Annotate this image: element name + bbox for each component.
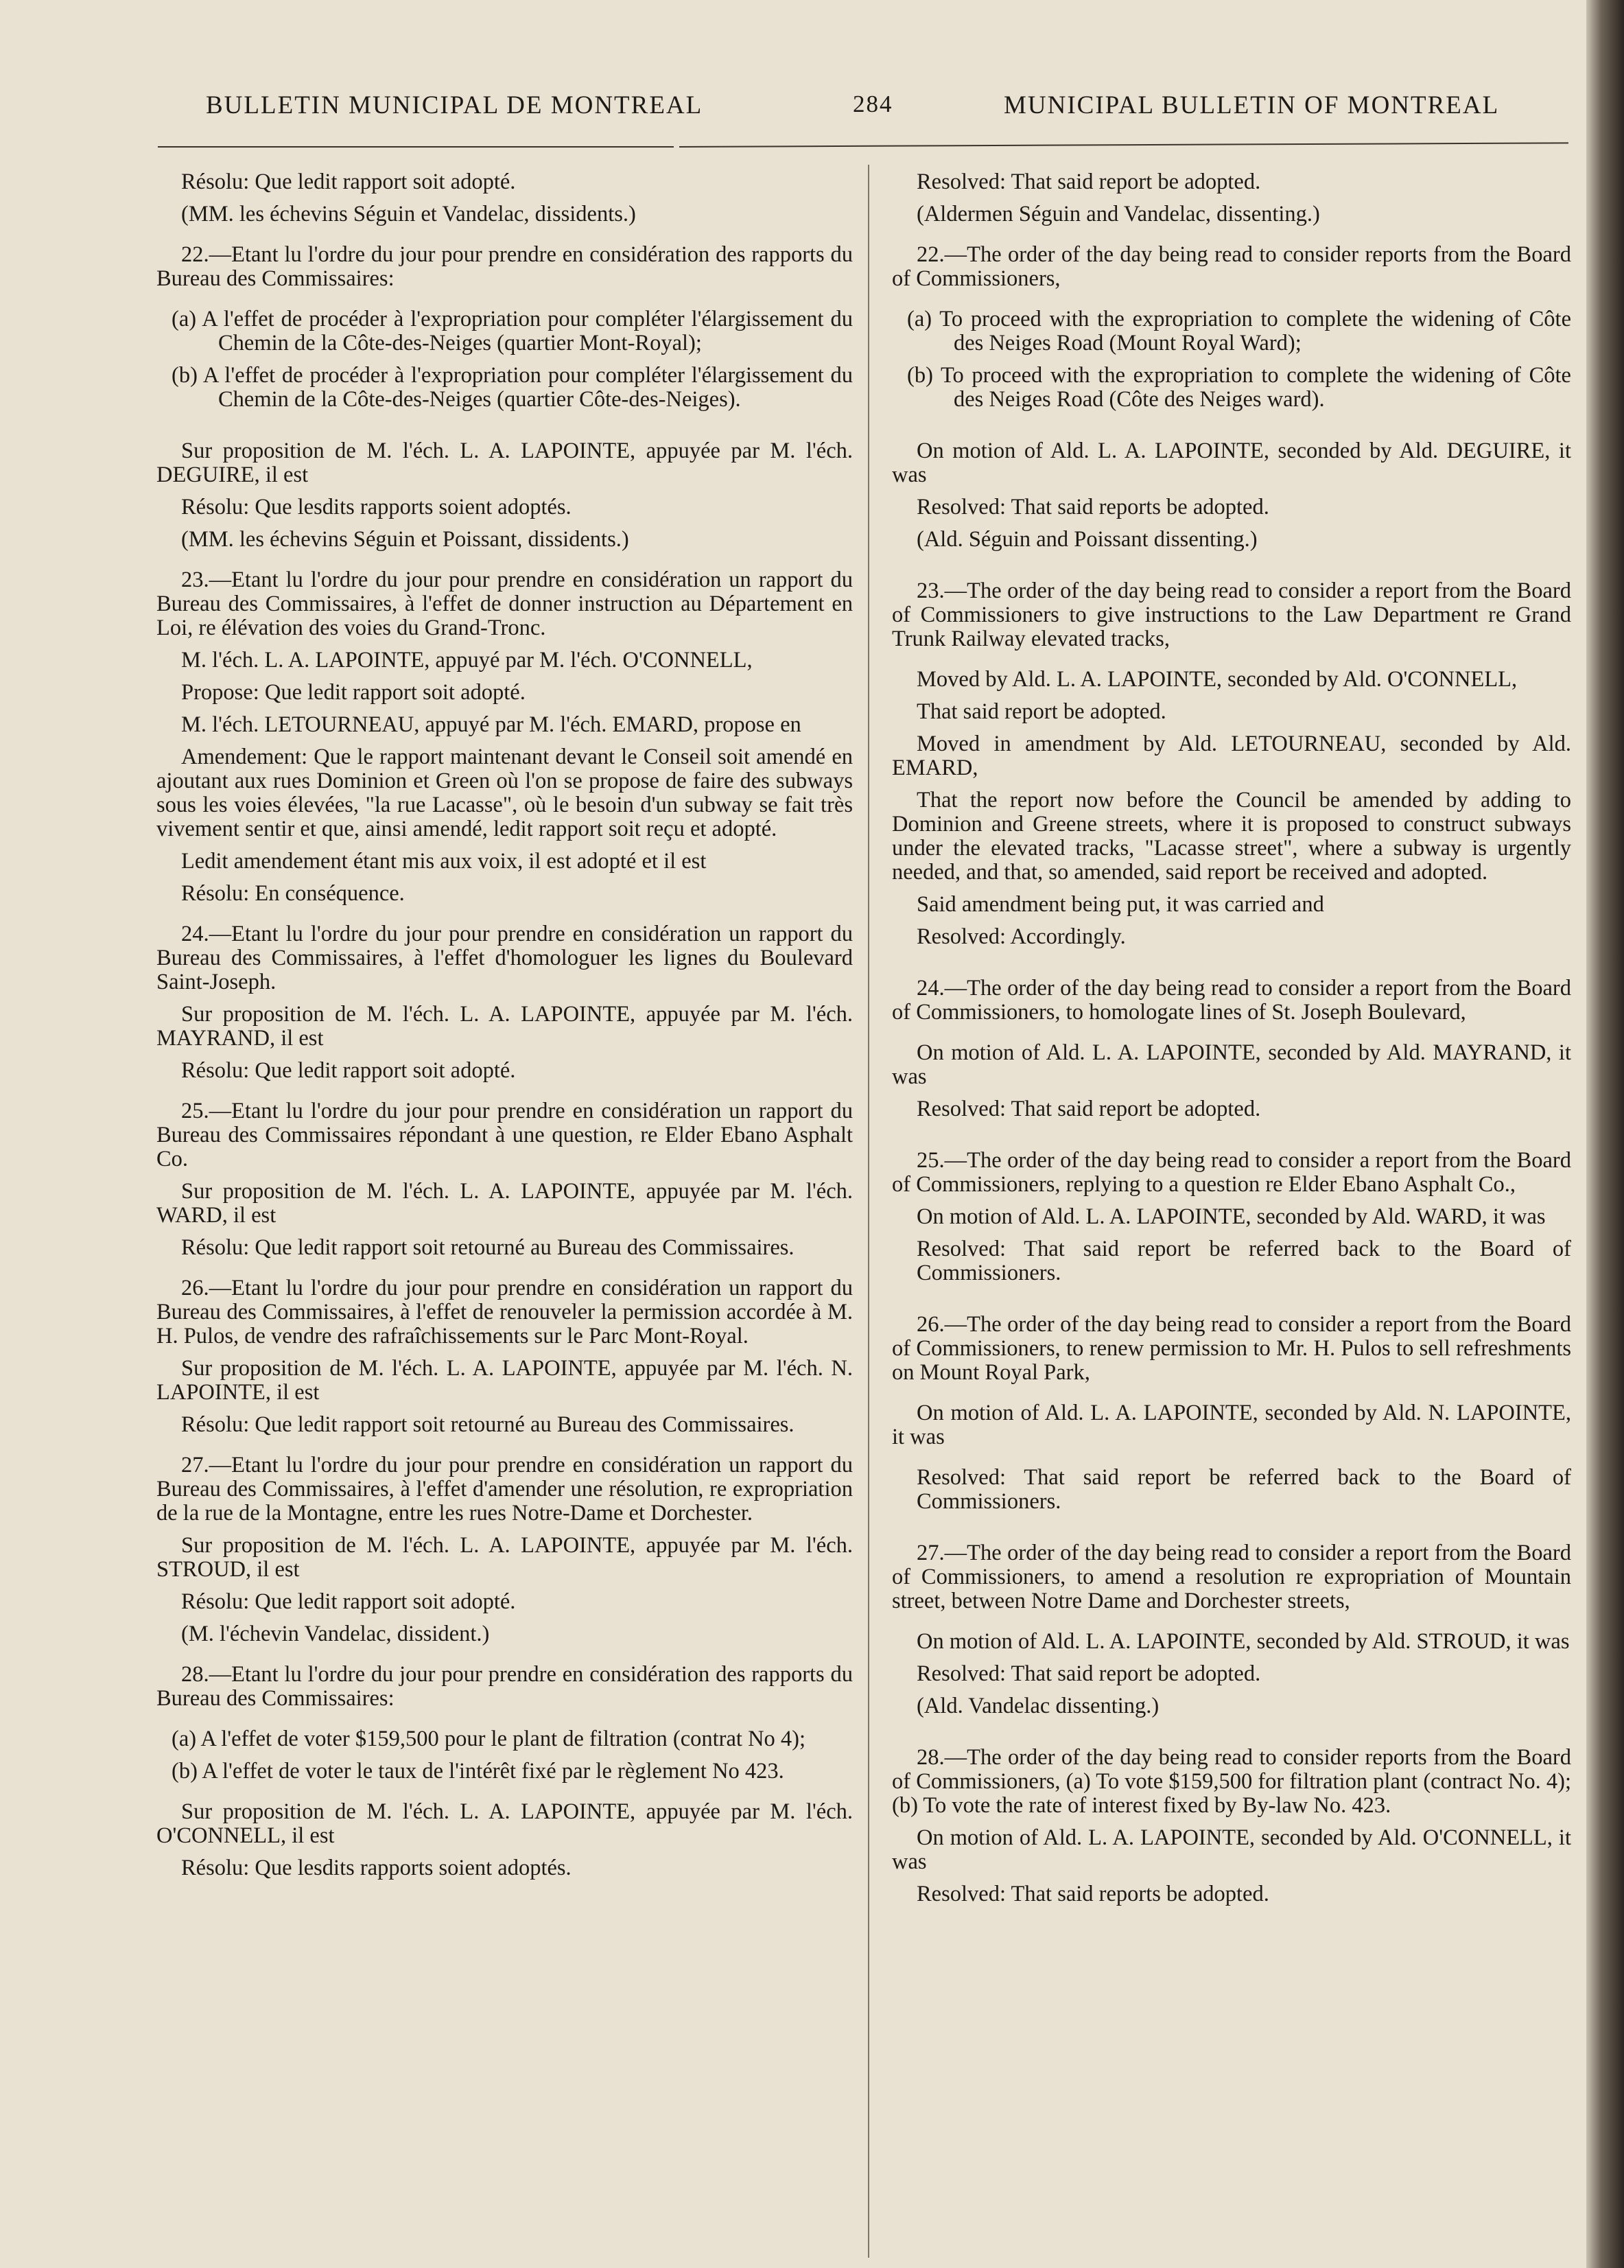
paragraph: Resolved: That said reports be adopted.	[917, 495, 1269, 519]
paragraph: On motion of Ald. L. A. LAPOINTE, seconded by Ald. N. LAPOINTE, it was	[892, 1401, 1571, 1449]
item-heading: 27.—Etant lu l'ordre du jour pour prendre en considération un rapport du Bureau des Commissaires, à l'effet d'amender une résolution, re expropriation de la rue de la Montagne, entre les rues Notre-Dame et Dorchester.	[156, 1453, 853, 1525]
paragraph: Propose: Que ledit rapport soit adopté.	[181, 680, 526, 705]
english-column	[892, 170, 1571, 1906]
list-item: (a) A l'effet de procéder à l'expropriation pour compléter l'élargissement du Chemin de la Côte-des-Neiges (quartier Mont-Royal);	[172, 307, 853, 355]
paragraph: That said report be adopted.	[917, 699, 1166, 724]
paragraph: Sur proposition de M. l'éch. L. A. LAPOINTE, appuyée par M. l'éch. O'CONNELL, il est	[156, 1799, 853, 1848]
item-heading: 28.—The order of the day being read to consider reports from the Board of Commissioners, (a) To vote $159,500 for filtration plant (contract No. 4); (b) To vote the rate of interest fixed by By-law No. 423.	[892, 1745, 1571, 1818]
paragraph: That the report now before the Council be amended by adding to Dominion and Greene streets, where it is proposed to construct subways under the elevated tracks, "Lacasse street", where a subway is urgently needed, and that, so amended, said report be received and adopted.	[892, 788, 1571, 885]
paragraph: Resolved: Accordingly.	[917, 924, 1126, 949]
paragraph: M. l'éch. LETOURNEAU, appuyé par M. l'éch. EMARD, propose en	[181, 712, 801, 737]
paragraph: Résolu: Que ledit rapport soit retourné au Bureau des Commissaires.	[181, 1235, 795, 1260]
paragraph: On motion of Ald. L. A. LAPOINTE, seconded by Ald. O'CONNELL, it was	[892, 1825, 1571, 1874]
paragraph: Moved in amendment by Ald. LETOURNEAU, seconded by Ald. EMARD,	[892, 732, 1571, 780]
header-rule-right	[679, 142, 1568, 148]
paragraph: (MM. les échevins Séguin et Vandelac, dissidents.)	[181, 202, 636, 226]
paragraph: Said amendment being put, it was carried and	[917, 892, 1324, 917]
paragraph: (MM. les échevins Séguin et Poissant, dissidents.)	[181, 527, 629, 552]
paragraph: (Ald. Vandelac dissenting.)	[917, 1694, 1160, 1718]
item-heading: 23.—The order of the day being read to consider a report from the Board of Commissioners to give instructions to the Law Department re Grand Trunk Railway elevated tracks,	[892, 578, 1571, 651]
paragraph: Resolved: That said reports be adopted.	[917, 1882, 1269, 1906]
paragraph: Amendement: Que le rapport maintenant devant le Conseil soit amendé en ajoutant aux rues Dominion et Green où l'on se propose de faire des subways sous les voies élevées, "la rue Lacasse", où le besoin d'un subway se fait très vivement sentir et que, ainsi amendé, ledit rapport soit reçu et adopté.	[156, 745, 853, 841]
paragraph: Sur proposition de M. l'éch. L. A. LAPOINTE, appuyée par M. l'éch. WARD, il est	[156, 1179, 853, 1228]
paragraph: On motion of Ald. L. A. LAPOINTE, seconded by Ald. STROUD, it was	[917, 1629, 1570, 1654]
item-heading: 26.—The order of the day being read to consider a report from the Board of Commissioners, to renew permission to Mr. H. Pulos to sell refreshments on Mount Royal Park,	[892, 1312, 1571, 1385]
paragraph: Resolved: That said report be referred back to the Board of Commissioners.	[917, 1237, 1571, 1285]
paragraph: Resolved: That said report be adopted.	[917, 1661, 1261, 1686]
paragraph: Résolu: Que lesdits rapports soient adoptés.	[181, 495, 572, 519]
item-heading: 22.—Etant lu l'ordre du jour pour prendre en considération des rapports du Bureau des Commissaires:	[156, 242, 853, 291]
header-title-french: BULLETIN MUNICIPAL DE MONTREAL	[206, 91, 703, 119]
paragraph: Sur proposition de M. l'éch. L. A. LAPOINTE, appuyée par M. l'éch. MAYRAND, il est	[156, 1002, 853, 1051]
item-heading: 25.—Etant lu l'ordre du jour pour prendre en considération un rapport du Bureau des Commissaires répondant à une question, re Elder Ebano Asphalt Co.	[156, 1099, 853, 1171]
item-heading: 25.—The order of the day being read to consider a report from the Board of Commissioners, replying to a question re Elder Ebano Asphalt Co.,	[892, 1148, 1571, 1197]
header-rule-left	[158, 146, 674, 148]
page-number: 284	[853, 91, 893, 117]
paragraph: (Ald. Séguin and Poissant dissenting.)	[917, 527, 1258, 552]
paragraph: Resolved: That said report be adopted.	[917, 169, 1261, 194]
item-heading: 26.—Etant lu l'ordre du jour pour prendre en considération un rapport du Bureau des Commissaires, à l'effet de renouveler la permission accordée à M. H. Pulos, de vendre des rafraîchissements sur le Parc Mont-Royal.	[156, 1276, 853, 1348]
french-column	[156, 170, 853, 1880]
page-header	[0, 91, 1571, 132]
paragraph: Résolu: Que lesdits rapports soient adoptés.	[181, 1856, 572, 1880]
list-item: (b) To proceed with the expropriation to complete the widening of Côte des Neiges Road (Côte des Neiges ward).	[907, 363, 1571, 412]
column-divider	[868, 165, 869, 2258]
paragraph: Resolved: That said report be adopted.	[917, 1097, 1261, 1121]
item-heading: 24.—The order of the day being read to consider a report from the Board of Commissioners, to homologate lines of St. Joseph Boulevard,	[892, 976, 1571, 1025]
paragraph: On motion of Ald. L. A. LAPOINTE, seconded by Ald. DEGUIRE, it was	[892, 439, 1571, 487]
header-title-english: MUNICIPAL BULLETIN OF MONTREAL	[1004, 91, 1500, 119]
item-heading: 22.—The order of the day being read to consider reports from the Board of Commissioners,	[892, 242, 1571, 291]
paragraph: Moved by Ald. L. A. LAPOINTE, seconded by Ald. O'CONNELL,	[917, 667, 1518, 692]
list-item: (b) A l'effet de procéder à l'expropriation pour compléter l'élargissement du Chemin de la Côte-des-Neiges (quartier Côte-des-Neiges).	[172, 363, 853, 412]
paragraph: M. l'éch. L. A. LAPOINTE, appuyé par M. l'éch. O'CONNELL,	[181, 648, 753, 673]
paragraph: Sur proposition de M. l'éch. L. A. LAPOINTE, appuyée par M. l'éch. DEGUIRE, il est	[156, 439, 853, 487]
paragraph: Résolu: Que ledit rapport soit retourné au Bureau des Commissaires.	[181, 1412, 795, 1437]
item-heading: 23.—Etant lu l'ordre du jour pour prendre en considération un rapport du Bureau des Commissaires, à l'effet de donner instruction au Département en Loi, re élévation des voies du Grand-Tronc.	[156, 568, 853, 640]
paragraph: (Aldermen Séguin and Vandelac, dissenting.)	[917, 202, 1320, 226]
list-item: (b) A l'effet de voter le taux de l'intérêt fixé par le règlement No 423.	[172, 1759, 784, 1784]
paragraph: (M. l'échevin Vandelac, dissident.)	[181, 1622, 490, 1646]
paragraph: Résolu: En conséquence.	[181, 881, 405, 906]
paragraph: Résolu: Que ledit rapport soit adopté.	[181, 1058, 516, 1083]
paragraph: Sur proposition de M. l'éch. L. A. LAPOINTE, appuyée par M. l'éch. STROUD, il est	[156, 1533, 853, 1582]
paragraph: On motion of Ald. L. A. LAPOINTE, seconded by Ald. WARD, it was	[917, 1204, 1546, 1229]
list-item: (a) A l'effet de voter $159,500 pour le plant de filtration (contrat No 4);	[172, 1727, 806, 1751]
paragraph: On motion of Ald. L. A. LAPOINTE, seconded by Ald. MAYRAND, it was	[892, 1040, 1571, 1089]
paragraph: Ledit amendement étant mis aux voix, il est adopté et il est	[181, 849, 707, 874]
paragraph: Résolu: Que ledit rapport soit adopté.	[181, 1589, 516, 1614]
list-item: (a) To proceed with the expropriation to complete the widening of Côte des Neiges Road (Mount Royal Ward);	[907, 307, 1571, 355]
paragraph: Sur proposition de M. l'éch. L. A. LAPOINTE, appuyée par M. l'éch. N. LAPOINTE, il est	[156, 1356, 853, 1405]
page-edge-shadow	[1586, 0, 1624, 2268]
paragraph: Resolved: That said report be referred back to the Board of Commissioners.	[917, 1465, 1571, 1514]
item-heading: 27.—The order of the day being read to consider a report from the Board of Commissioners, to amend a resolution re expropriation of Mountain street, between Notre Dame and Dorchester streets,	[892, 1541, 1571, 1613]
item-heading: 28.—Etant lu l'ordre du jour pour prendre en considération des rapports du Bureau des Commissaires:	[156, 1662, 853, 1711]
paragraph: Résolu: Que ledit rapport soit adopté.	[181, 169, 516, 194]
item-heading: 24.—Etant lu l'ordre du jour pour prendre en considération un rapport du Bureau des Commissaires, à l'effet d'homologuer les lignes du Boulevard Saint-Joseph.	[156, 922, 853, 994]
